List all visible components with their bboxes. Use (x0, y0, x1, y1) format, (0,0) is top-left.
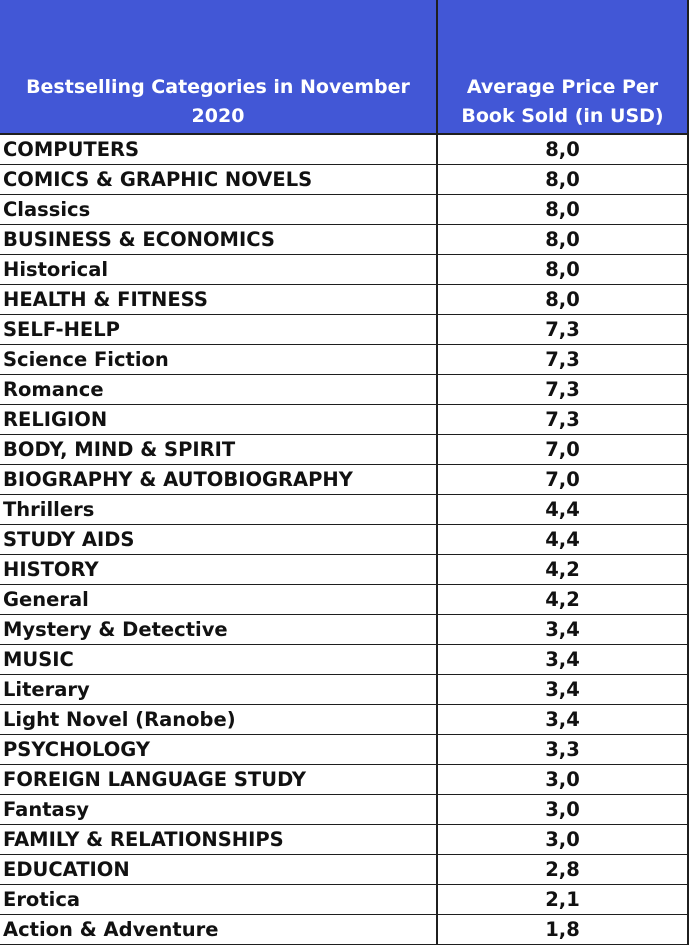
category-cell[interactable]: Mystery & Detective (0, 614, 437, 644)
average-price-cell[interactable]: 7,3 (437, 374, 688, 404)
average-price-cell[interactable]: 4,2 (437, 584, 688, 614)
average-price-cell[interactable]: 7,3 (437, 314, 688, 344)
category-cell[interactable]: Erotica (0, 884, 437, 914)
category-cell[interactable]: FOREIGN LANGUAGE STUDY (0, 764, 437, 794)
average-price-cell[interactable]: 2,8 (437, 854, 688, 884)
table-row (0, 914, 688, 944)
average-price-cell[interactable]: 4,4 (437, 494, 688, 524)
table-row (0, 254, 688, 284)
average-price-cell[interactable]: 4,2 (437, 554, 688, 584)
category-cell[interactable]: FAMILY & RELATIONSHIPS (0, 824, 437, 854)
table-row (0, 194, 688, 224)
category-cell[interactable]: Classics (0, 194, 437, 224)
table-row (0, 614, 688, 644)
column-header-average-price[interactable]: Average Price Per Book Sold (in USD) (437, 0, 688, 134)
table-row (0, 464, 688, 494)
header-row (0, 0, 688, 134)
table-row (0, 314, 688, 344)
average-price-cell[interactable]: 7,0 (437, 434, 688, 464)
category-cell[interactable]: Light Novel (Ranobe) (0, 704, 437, 734)
table-row (0, 704, 688, 734)
category-cell[interactable]: HEALTH & FITNESS (0, 284, 437, 314)
category-cell[interactable]: BODY, MIND & SPIRIT (0, 434, 437, 464)
average-price-cell[interactable]: 7,0 (437, 464, 688, 494)
average-price-cell[interactable]: 3,3 (437, 734, 688, 764)
category-cell[interactable]: BIOGRAPHY & AUTOBIOGRAPHY (0, 464, 437, 494)
category-cell[interactable]: Thrillers (0, 494, 437, 524)
average-price-cell[interactable]: 3,4 (437, 644, 688, 674)
category-cell[interactable]: PSYCHOLOGY (0, 734, 437, 764)
average-price-cell[interactable]: 2,1 (437, 884, 688, 914)
category-cell[interactable]: SELF-HELP (0, 314, 437, 344)
category-cell[interactable]: MUSIC (0, 644, 437, 674)
table-row (0, 884, 688, 914)
table-row (0, 344, 688, 374)
table-row (0, 734, 688, 764)
category-cell[interactable]: Fantasy (0, 794, 437, 824)
table-row (0, 374, 688, 404)
average-price-cell[interactable]: 8,0 (437, 224, 688, 254)
category-cell[interactable]: COMICS & GRAPHIC NOVELS (0, 164, 437, 194)
average-price-cell[interactable]: 8,0 (437, 134, 688, 164)
average-price-cell[interactable]: 8,0 (437, 284, 688, 314)
category-cell[interactable]: Historical (0, 254, 437, 284)
category-cell[interactable]: General (0, 584, 437, 614)
table-row (0, 134, 688, 164)
category-cell[interactable]: EDUCATION (0, 854, 437, 884)
table-row (0, 764, 688, 794)
average-price-cell[interactable]: 8,0 (437, 164, 688, 194)
average-price-cell[interactable]: 1,8 (437, 914, 688, 944)
category-cell[interactable]: Romance (0, 374, 437, 404)
table-row (0, 284, 688, 314)
table-row (0, 494, 688, 524)
column-header-category[interactable]: Bestselling Categories in November 2020 (0, 0, 437, 134)
average-price-cell[interactable]: 3,4 (437, 674, 688, 704)
average-price-cell[interactable]: 3,0 (437, 824, 688, 854)
category-cell[interactable]: Science Fiction (0, 344, 437, 374)
table-row (0, 554, 688, 584)
table-body (0, 134, 688, 944)
category-cell[interactable]: HISTORY (0, 554, 437, 584)
category-cell[interactable]: STUDY AIDS (0, 524, 437, 554)
table-row (0, 434, 688, 464)
table-row (0, 164, 688, 194)
table-row (0, 794, 688, 824)
table-row (0, 854, 688, 884)
category-cell[interactable]: Literary (0, 674, 437, 704)
average-price-cell[interactable]: 7,3 (437, 404, 688, 434)
category-cell[interactable]: Action & Adventure (0, 914, 437, 944)
table-row (0, 644, 688, 674)
table-row (0, 584, 688, 614)
category-cell[interactable]: COMPUTERS (0, 134, 437, 164)
category-cell[interactable]: RELIGION (0, 404, 437, 434)
table-row (0, 224, 688, 254)
table-row (0, 824, 688, 854)
table-row (0, 404, 688, 434)
table-row (0, 524, 688, 554)
average-price-cell[interactable]: 8,0 (437, 194, 688, 224)
average-price-cell[interactable]: 7,3 (437, 344, 688, 374)
average-price-cell[interactable]: 3,4 (437, 614, 688, 644)
category-cell[interactable]: BUSINESS & ECONOMICS (0, 224, 437, 254)
average-price-cell[interactable]: 3,4 (437, 704, 688, 734)
table-row (0, 674, 688, 704)
average-price-cell[interactable]: 8,0 (437, 254, 688, 284)
average-price-cell[interactable]: 3,0 (437, 764, 688, 794)
average-price-cell[interactable]: 4,4 (437, 524, 688, 554)
average-price-cell[interactable]: 3,0 (437, 794, 688, 824)
